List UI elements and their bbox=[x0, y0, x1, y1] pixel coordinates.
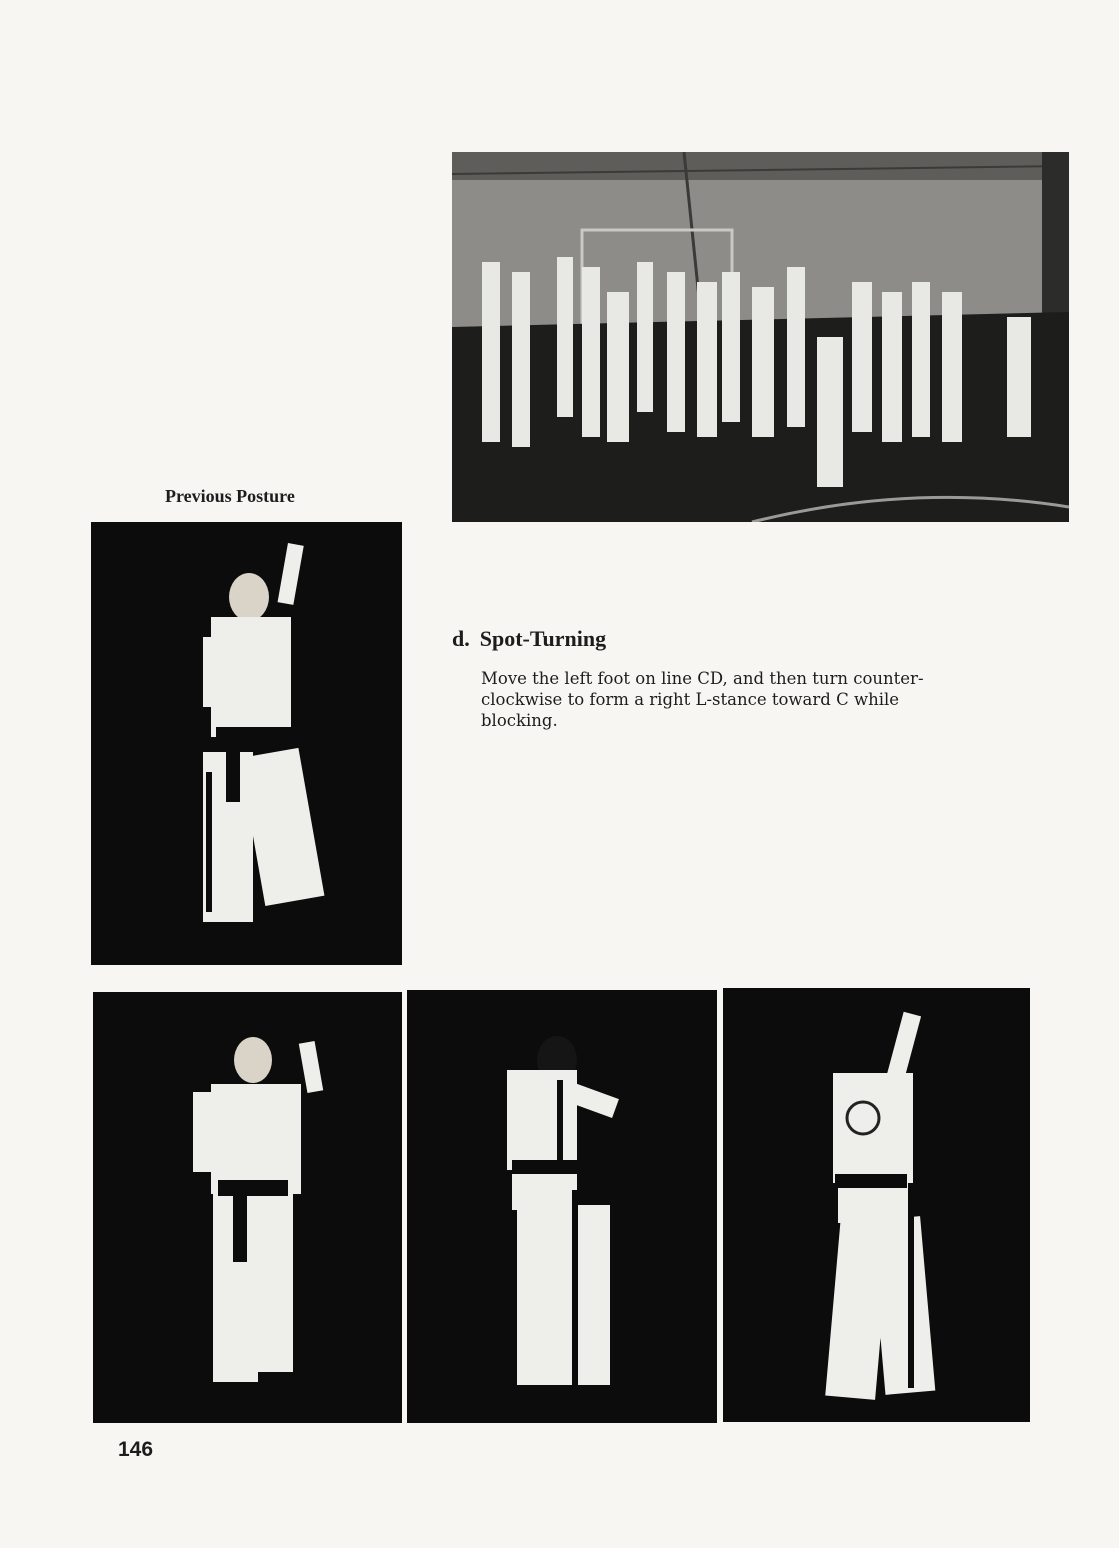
instruction-line: blocking. bbox=[481, 711, 558, 730]
instruction-line: Move the left foot on line CD, and then turn counter- bbox=[481, 669, 924, 688]
instruction-text bbox=[481, 668, 1021, 731]
section-marker: d. bbox=[452, 626, 470, 651]
page-number: 146 bbox=[118, 1438, 154, 1461]
step-photo-back bbox=[723, 988, 1030, 1422]
step-photo-turning bbox=[407, 990, 717, 1423]
section-heading bbox=[452, 626, 606, 652]
step-photo-front bbox=[93, 992, 402, 1423]
previous-posture-caption: Previous Posture bbox=[165, 486, 295, 506]
instruction-line: clockwise to form a right L-stance toward C while bbox=[481, 690, 900, 709]
group-class-photo bbox=[452, 152, 1069, 522]
section-title: Spot-Turning bbox=[479, 626, 607, 651]
previous-posture-photo bbox=[91, 522, 402, 965]
